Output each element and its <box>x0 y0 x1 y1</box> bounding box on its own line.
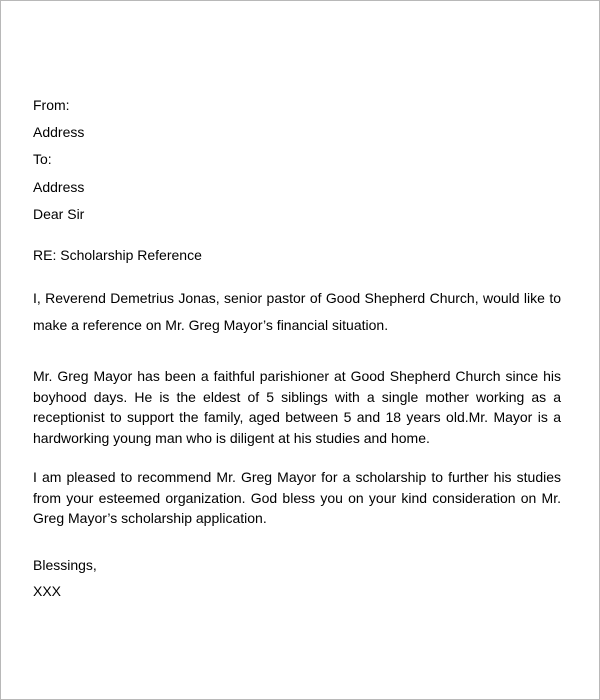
body-paragraph-1: I, Reverend Demetrius Jonas, senior pastor of Good Shepherd Church, would like to make a reference on Mr. Greg Mayor’s financial situation. <box>33 290 561 333</box>
to-address: Address <box>33 179 85 195</box>
from-address: Address <box>33 124 85 140</box>
body-paragraph-3: I am pleased to recommend Mr. Greg Mayor for a scholarship to further his studies from your esteemed organization. God bless you on your kind consideration on Mr. Greg Mayor’s scholarship application. <box>33 469 561 526</box>
from-label: From: <box>33 97 70 113</box>
signature: XXX <box>33 583 62 599</box>
to-label: To: <box>33 151 52 167</box>
body-paragraph-2: Mr. Greg Mayor has been a faithful parishioner at Good Shepherd Church since his boyhood days. He is the eldest of 5 siblings with a single mother working as a receptionist to support the family, aged between 5 and 18 years old.Mr. Mayor is a hardworking young man who is diligent at his studies and home. <box>33 368 561 446</box>
salutation: Dear Sir <box>33 206 85 222</box>
valediction: Blessings, <box>33 557 97 573</box>
subject-line: RE: Scholarship Reference <box>33 247 202 263</box>
